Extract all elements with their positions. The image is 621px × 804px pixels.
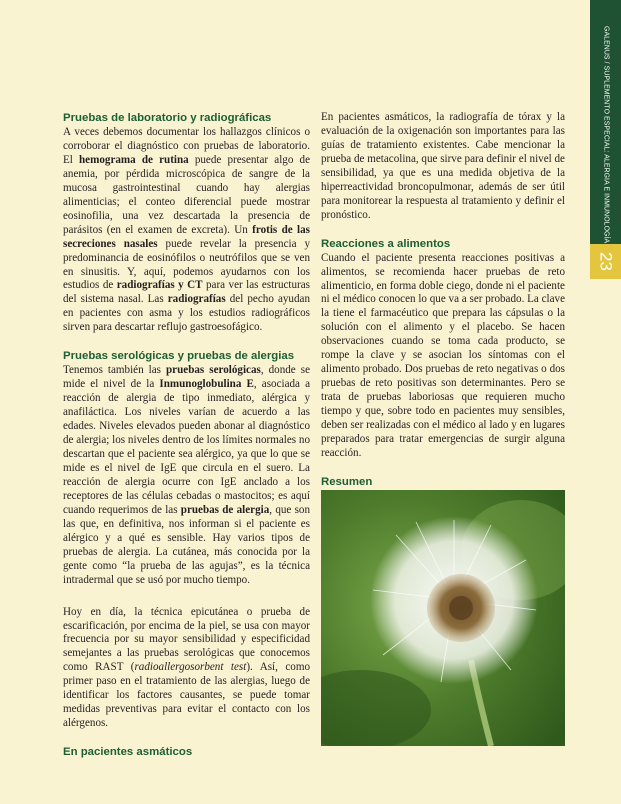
- paragraph-epicutaneous: [63, 606, 310, 732]
- section-serologic-tests: [63, 349, 310, 731]
- section-asthma: [63, 745, 310, 759]
- heading-asthma: En pacientes asmáticos: [63, 746, 193, 759]
- bold-term: radiografías y CT: [116, 279, 203, 292]
- text-run: para ver las estructuras del sistema nasal. Las: [63, 279, 310, 306]
- section-lab-tests: [63, 111, 310, 335]
- bold-term: pruebas serológicas: [166, 364, 261, 377]
- text-run: Hoy en día, la técnica epicutánea o prueba de escarificación, por encima de la piel, se usa con mayor frecuencia por su mayor sensibilidad y especificidad semejantes a las pruebas serológicas que conocemos como RAST (: [63, 605, 310, 674]
- bold-term: radiografías: [167, 293, 226, 306]
- paragraph-lab-tests: [63, 126, 310, 335]
- heading-serologic-tests: Pruebas serológicas y pruebas de alergias: [63, 350, 295, 363]
- paragraph-food-reactions: Cuando el paciente presenta reacciones positivas a alimentos, se recomienda hacer pruebas de reto alimenticio, en forma doble ciego, donde ni el paciente ni el médico conocen lo que va a ser probado. La clave la tiene el farmacéutico que prepara las cápsulas o la solución con el alimento y el placebo. Se hacen observaciones cuando se toma cada producto, se rompe la clave y se asocian los síntomas con el alimento probado. Dos pruebas de reto negativas o dos pruebas de reto positivas son determinantes. Pero se trata de pruebas laboriosas que requieren mucho tiempo y que, sobre todo en pacientes muy sensibles, deben ser realizadas con el médico al lado y en lugares preparados para tratar emergencias de surgir alguna reacción.: [321, 251, 565, 459]
- text-run: puede revelar la presencia y predominancia de eosinófilos o neutrófilos que se ven en sinusitis. Y, aquí, podemos ayudarnos con los estudios de: [63, 237, 310, 292]
- heading-summary: Resumen: [321, 475, 373, 488]
- bold-term: Inmunoglobulina E: [159, 378, 254, 391]
- italic-term: radioallergosorbent test: [134, 661, 247, 674]
- text-run: puede presentar algo de anemia, por pérdida microscópica de sangre de la mucosa gastrointestinal cuando hay alergias alimenticias; el conteo diferencial puede mostrar eosinofilia, una vez descartada la presencia de parásitos (en el examen de excreta). Un: [63, 153, 310, 236]
- left-column: [63, 111, 310, 760]
- section-food-reactions: [321, 237, 565, 461]
- text-run: , asociada a reacción de alergia de tipo inmediato, alérgica y anafiláctica. Los niveles varían de acuerdo a las edades. Niveles elevados pueden abonar al diagnóstico de alergia; los niveles dentro de los límites normales no descartan que el paciente sea alérgico, ya que lo que se mide es el nivel de IgE que circula en el suero. La reacción de alergia ocurre con IgE anclado a los receptores de las células cebadas o mastocitos; es aquí cuando requerimos de las: [63, 378, 311, 516]
- heading-lab-tests: Pruebas de laboratorio y radiográficas: [63, 112, 272, 124]
- text-run: , que son las que, en definitiva, nos informan si el paciente es alérgico y a qué es sensible. Hay varios tipos de pruebas de alergia. La cutánea, más conocida por la gente como “la prueba de las agujas”, es la técnica intradermal que se usó por mucho tiempo.: [63, 503, 311, 586]
- bold-term: hemograma de rutina: [79, 153, 189, 166]
- page-number: 23: [596, 252, 616, 271]
- dandelion-image: [321, 490, 565, 746]
- running-title-sidebar: [590, 0, 621, 244]
- heading-food-reactions: Reacciones a alimentos: [321, 237, 451, 250]
- asthma-continuation-space: [321, 111, 565, 237]
- text-run: del pecho ayudan en pacientes con asma y los estudios radiográficos sirven para descartar reflujo gastroesofágico.: [63, 293, 310, 334]
- bold-term: pruebas de alergia: [180, 503, 270, 516]
- text-run: , donde se mide el nivel de la: [63, 364, 310, 391]
- bold-term: frotis de las secreciones nasales: [63, 223, 310, 250]
- dandelion-photo: [321, 490, 565, 746]
- text-run: Tenemos también las: [63, 364, 167, 377]
- text-run: A veces debemos documentar los hallazgos clínicos o corroborar el diagnóstico con pruebas de laboratorio. El: [63, 126, 310, 166]
- page-number-box: [590, 244, 621, 279]
- text-run: ). Así, como primer paso en el tratamiento de las alergias, luego de identificar los factores causantes, se puede tomar medidas preventivas para evitar el contacto con los alérgenos.: [63, 661, 311, 730]
- paragraph-asthma-continued: En pacientes asmáticos, la radiografía de tórax y la evaluación de la oxigenación son importantes para las guías de tratamiento existentes. Cabe mencionar la prueba de metacolina, que sirve para definir el nivel de sensibilidad, ya que es una medida objetiva de la hiperreactividad broncopulmonar, además de ser útil para monitorear la respuesta al tratamiento y definir el pronóstico.: [321, 111, 565, 221]
- paragraph-serologic-tests: [63, 364, 310, 587]
- running-title: GALENUS / SUPLEMENTO ESPECIAL: ALERGIA E INMUNOLOGÍA: [602, 26, 610, 244]
